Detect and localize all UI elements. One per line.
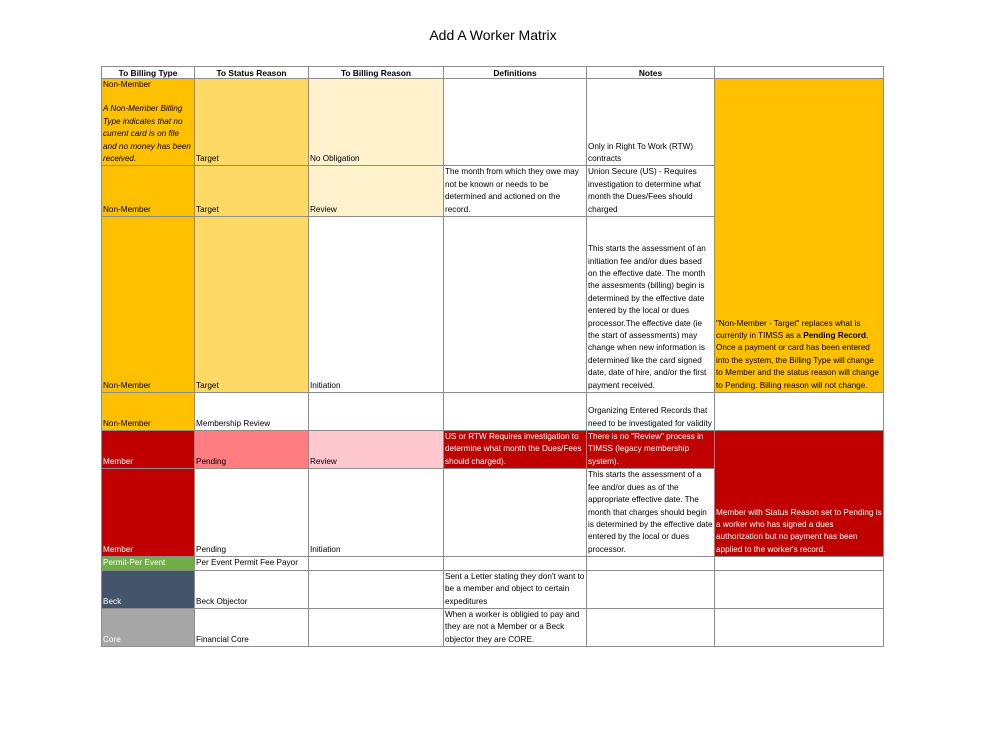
table-row [102,393,884,431]
side-note-text-rest: . Once a payment or card has been entered into the system, the Billing Type will change to Member and the status reason will change to Pending. Billing reason will not change. [716,331,879,390]
notes-cell: There is no "Review" process in TIMSS (legacy membership system). [587,431,715,469]
blank-cell [715,557,884,570]
billing-reason-cell [309,570,444,608]
status-reason-cell: Membership Review [195,393,309,431]
billing-reason-cell: Initiation [309,469,444,557]
table-row [102,570,884,608]
definition-cell: US or RTW Requires investigation to determine what month the Dues/Fees should charged). [444,431,587,469]
billing-type-cell: Non-Member [102,393,195,431]
notes-cell: Union Secure (US) - Requires investigation to determine what month the Dues/Fees should charged [587,166,715,217]
header-billing-type: To Billing Type [102,67,195,79]
blank-cell [715,393,884,431]
status-reason-cell: Target [195,217,309,393]
notes-cell: This starts the assessment of a fee and/or dues as of the appropriate effective date. The month that charges should begin is determined by the effective date entered by the local or dues processor. [587,469,715,557]
notes-cell [587,608,715,646]
notes-cell: Organizing Entered Records that need to be investigated for validity [587,393,715,431]
billing-type-cell: Beck [102,570,195,608]
billing-type-label: Non-Member [103,80,151,89]
status-reason-cell: Target [195,79,309,166]
billing-type-cell: Permit-Per Event [102,557,195,570]
definition-cell [444,217,587,393]
billing-reason-cell [309,393,444,431]
billing-reason-cell [309,608,444,646]
definition-cell [444,79,587,166]
header-definitions: Definitions [444,67,587,79]
billing-type-note: A Non-Member Billing Type indicates that no current card is on file and no money has been received. [103,104,191,164]
table-row [102,79,884,166]
definition-cell [444,393,587,431]
billing-reason-cell: Review [309,431,444,469]
billing-reason-cell [309,557,444,570]
billing-type-cell: Non-Member [102,217,195,393]
definition-cell: The month from which they owe may not be known or needs to be determined and actioned on the record. [444,166,587,217]
page-title: Add A Worker Matrix [429,27,557,43]
blank-cell [715,570,884,608]
table-row [102,557,884,570]
billing-type-cell [102,79,195,166]
non-member-side-note [715,79,884,393]
header-row [102,67,884,79]
side-note-text: "Non-Member - Target" replaces what is currently in TIMSS as a [716,318,861,341]
status-reason-cell: Target [195,166,309,217]
notes-cell: Only in Right To Work (RTW) contracts [587,79,715,166]
billing-reason-cell: Review [309,166,444,217]
header-blank [715,67,884,79]
status-reason-cell: Per Event Permit Fee Payor [195,557,309,570]
definition-cell: When a worker is obligied to pay and they are not a Member or a Beck objector they are CORE. [444,608,587,646]
billing-reason-cell: Initiation [309,217,444,393]
notes-cell [587,570,715,608]
definition-cell [444,557,587,570]
notes-cell: This starts the assessment of an initiation fee and/or dues based on the effective date. The month the assesments (billing) begin is determined by the effective date entered by the local or dues processor.The effective date (ie the start of assessments) may change when new information is determined like the card signed date, date of hire, and/or the first payment received. [587,217,715,393]
definition-cell: Sent a Letter stating they don't want to be a member and object to certain expeditures [444,570,587,608]
blank-cell [715,608,884,646]
status-reason-cell: Financial Core [195,608,309,646]
header-notes: Notes [587,67,715,79]
table-row [102,608,884,646]
billing-type-cell: Member [102,469,195,557]
status-reason-cell: Pending [195,469,309,557]
billing-reason-cell: No Obligation [309,79,444,166]
definition-cell [444,469,587,557]
notes-cell [587,557,715,570]
status-reason-cell: Pending [195,431,309,469]
billing-type-cell: Non-Member [102,166,195,217]
status-reason-cell: Beck Objector [195,570,309,608]
billing-type-cell: Member [102,431,195,469]
table-row [102,431,884,469]
billing-type-cell: Core [102,608,195,646]
side-note-emphasis: Pending Record [803,331,866,341]
header-status-reason: To Status Reason [195,67,309,79]
header-billing-reason: To Billing Reason [309,67,444,79]
worker-matrix-table [101,66,884,647]
member-side-note: Member with Status Reason set to Pending is a worker who has signed a dues authorization but no payment has been applied to the worker's record. [715,431,884,557]
